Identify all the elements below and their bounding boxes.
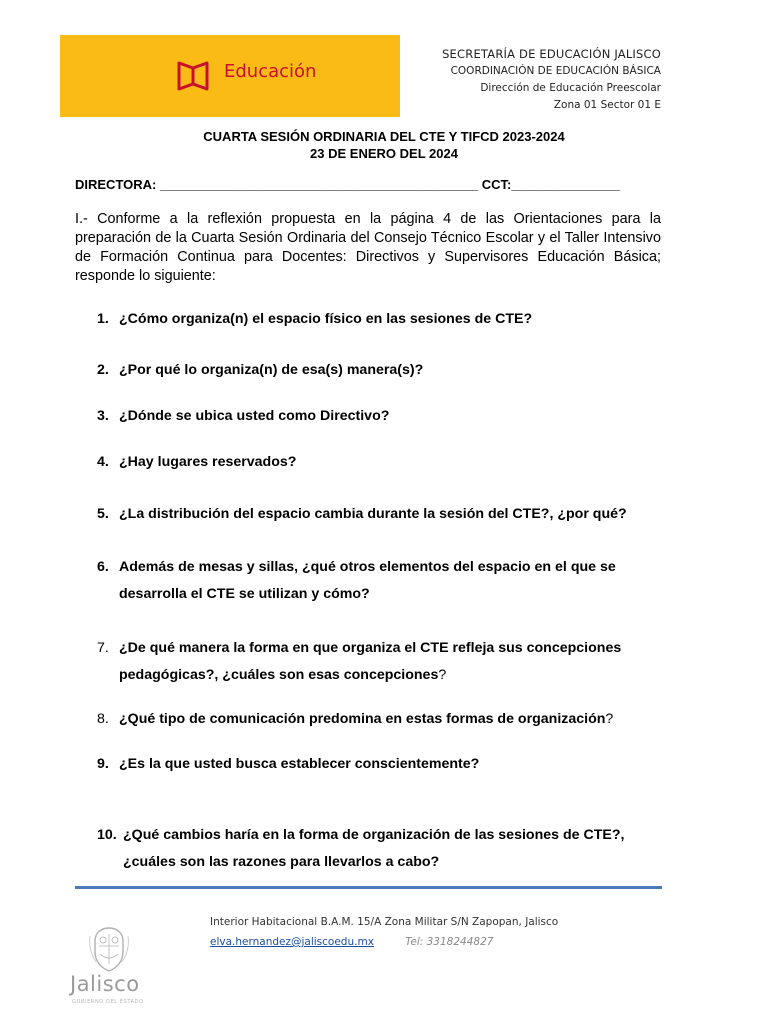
question-text: ¿Cómo organiza(n) el espacio físico en las sesiones de CTE? [119,311,533,327]
question-item: 2. ¿Por qué lo organiza(n) de esa(s) manera(s)? [97,357,667,384]
footer-contact [210,936,493,948]
footer-address: Interior Habitacional B.A.M. 15/A Zona Militar S/N Zapopan, Jalisco [210,916,559,928]
question-item: 1. ¿Cómo organiza(n) el espacio físico en las sesiones de CTE? [97,306,667,333]
question-text: Además de mesas y sillas, ¿qué otros elementos del espacio en el que se desarrolla el CTE se utilizan y cómo? [119,559,616,602]
logo-text: Educación [224,61,317,82]
document-title [0,128,768,162]
question-item: 3. ¿Dónde se ubica usted como Directivo? [97,403,667,430]
open-book-icon [174,57,212,95]
header-direccion: Dirección de Educación Preescolar [480,82,661,94]
header-coordinacion: COORDINACIÓN DE EDUCACIÓN BÁSICA [450,65,661,77]
state-emblem-icon [86,924,132,974]
question-text: ¿Es la que usted busca establecer conscientemente? [119,756,480,772]
question-item: 5. ¿La distribución del espacio cambia durante la sesión del CTE?, ¿por qué? [97,501,667,528]
institution-header [341,46,661,114]
question-item: 8. ¿Qué tipo de comunicación predomina en estas formas de organización? [97,711,614,727]
header-zona: Zona 01 Sector 01 E [553,99,661,111]
question-item: 10. ¿Qué cambios haría en la forma de organización de las sesiones de CTE?, ¿cuáles son las razones para llevarlos a cabo? [97,822,667,876]
email-link[interactable]: elva.hernandez@jaliscoedu.mx [210,936,374,948]
question-text: ¿De qué manera la forma en que organiza el CTE refleja sus concepciones pedagógicas?, ¿cuáles son esas concepciones [119,640,622,683]
question-item: 6. Además de mesas y sillas, ¿qué otros elementos del espacio en el que se desarrolla el CTE se utilizan y cómo? [97,554,667,608]
header-secretaria: SECRETARÍA DE EDUCACIÓN JALISCO [442,47,661,61]
phone-number: Tel: 3318244827 [405,936,494,948]
question-item: 7. ¿De qué manera la forma en que organiza el CTE refleja sus concepciones pedagógicas?, ¿cuáles son esas concepciones? [97,640,622,683]
footer-divider [75,886,662,889]
question-item: 9. ¿Es la que usted busca establecer conscientemente? [97,751,667,778]
question-text: ¿Dónde se ubica usted como Directivo? [119,408,390,424]
jalisco-subtitle: GOBIERNO DEL ESTADO [72,999,144,1005]
title-line-2: 23 DE ENERO DEL 2024 [310,146,458,161]
question-text: ¿Qué tipo de comunicación predomina en estas formas de organización [119,711,606,727]
question-text: ¿Qué cambios haría en la forma de organización de las sesiones de CTE?, ¿cuáles son las razones para llevarlos a cabo? [123,827,625,870]
intro-paragraph: I.- Conforme a la reflexión propuesta en la página 4 de las Orientaciones para la preparación de la Cuarta Sesión Ordinaria del Consejo Técnico Escolar y el Taller Intensivo de Formación Continua para Docentes: Directivos y Supervisores Educación Básica; responde lo siguiente: [75,211,661,284]
jalisco-wordmark: Jalisco [70,972,140,996]
question-text: ¿Por qué lo organiza(n) de esa(s) manera(s)? [119,362,424,378]
question-text: ¿La distribución del espacio cambia durante la sesión del CTE?, ¿por qué? [119,506,627,522]
directora-cct-line: DIRECTORA: ____________________________________________ CCT:_______________ [75,177,620,192]
question-text: ¿Hay lugares reservados? [119,454,297,470]
title-line-1: CUARTA SESIÓN ORDINARIA DEL CTE Y TIFCD 2023-2024 [203,129,565,144]
question-item: 4. ¿Hay lugares reservados? [97,449,667,476]
